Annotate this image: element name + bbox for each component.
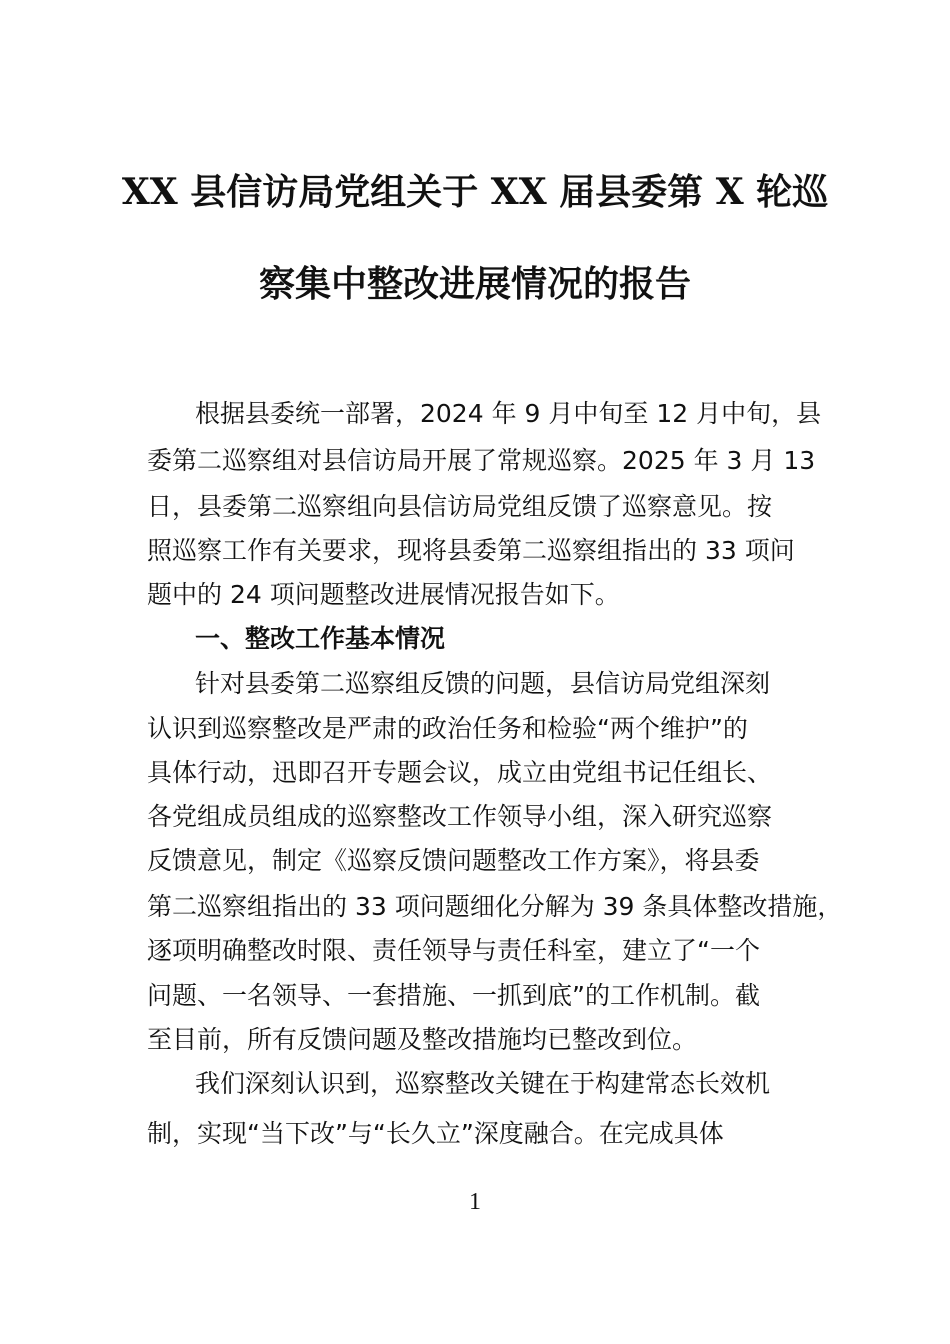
- paragraph-1-line-4: 照巡察工作有关要求，现将县委第二巡察组指出的 33 项问: [147, 536, 795, 565]
- paragraph-2-line-6: 第二巡察组指出的 33 项问题细化分解为 39 条具体整改措施，: [147, 892, 843, 921]
- paragraph-2-line-9: 至目前，所有反馈问题及整改措施均已整改到位。: [147, 1025, 698, 1054]
- section-1-heading: 一、整改工作基本情况: [195, 624, 446, 653]
- paragraph-2-line-4: 各党组成员组成的巡察整改工作领导小组，深入研究巡察: [147, 802, 773, 831]
- paragraph-2-line-8: 问题、一名领导、一套措施、一抓到底”的工作机制。截: [147, 981, 760, 1010]
- paragraph-2-line-2: 认识到巡察整改是严肃的政治任务和检验“两个维护”的: [147, 714, 748, 743]
- page-number: 1: [469, 1189, 481, 1215]
- document-title-line-2: 察集中整改进展情况的报告: [258, 263, 691, 305]
- paragraph-2-line-1: 针对县委第二巡察组反馈的问题，县信访局党组深刻: [195, 669, 771, 698]
- paragraph-2-line-7: 逐项明确整改时限、责任领导与责任科室，建立了“一个: [147, 936, 760, 965]
- paragraph-1-line-2: 委第二巡察组对县信访局开展了常规巡察。2025 年 3 月 13: [147, 446, 816, 475]
- paragraph-1-line-1: 根据县委统一部署，2024 年 9 月中旬至 12 月中旬，县: [195, 399, 822, 428]
- paragraph-2-line-5: 反馈意见，制定《巡察反馈问题整改工作方案》，将县委: [147, 846, 760, 875]
- paragraph-1-line-3: 日，县委第二巡察组向县信访局党组反馈了巡察意见。按: [147, 492, 773, 521]
- document-title-line-1: XX 县信访局党组关于 XX 届县委第 X 轮巡: [121, 171, 829, 213]
- paragraph-3-line-1: 我们深刻认识到，巡察整改关键在于构建常态长效机: [195, 1069, 771, 1098]
- paragraph-3-line-2: 制，实现“当下改”与“长久立”深度融合。在完成具体: [147, 1119, 724, 1148]
- paragraph-2-line-3: 具体行动，迅即召开专题会议，成立由党组书记任组长、: [147, 758, 773, 787]
- paragraph-1-line-5: 题中的 24 项问题整改进展情况报告如下。: [147, 580, 620, 609]
